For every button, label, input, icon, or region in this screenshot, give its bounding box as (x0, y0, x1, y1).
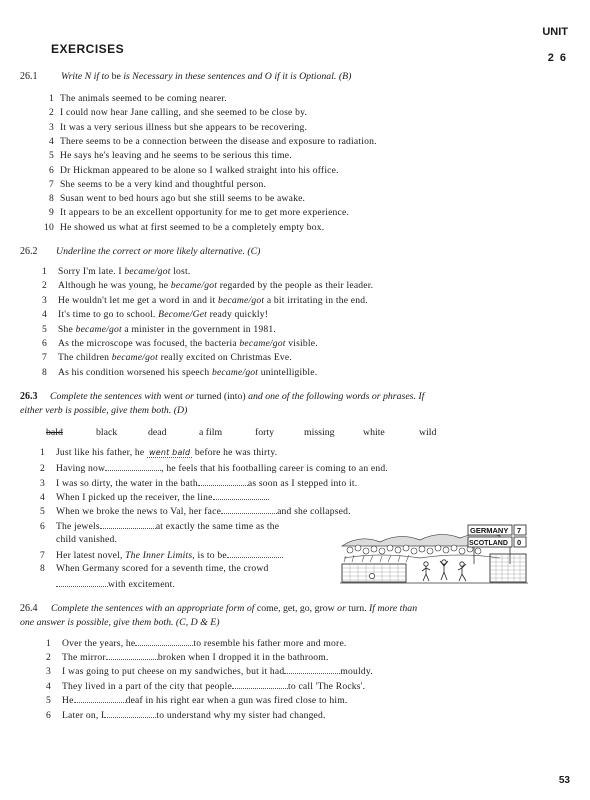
exercise-26-3-item-continued: child vanished. (56, 534, 118, 545)
exercise-26-2-item (42, 295, 368, 306)
scoreboard-team-2: SCOTLAND (469, 540, 508, 547)
answer-blank[interactable] (227, 549, 283, 558)
exercise-26-1-item (40, 136, 377, 147)
item-number: 5 (42, 323, 47, 335)
item-text: a bit irritating in the end. (264, 294, 368, 306)
item-number: 4 (42, 309, 47, 321)
item-number: 2 (42, 280, 47, 292)
page-number: 53 (558, 775, 570, 786)
item-text: It's time to go to school. (58, 309, 159, 321)
section-number-26-1: 26.1 (20, 71, 38, 82)
word-option: forty (255, 427, 275, 438)
example-answer: went bald (148, 448, 191, 457)
item-number: 1 (49, 93, 54, 104)
item-number: 6 (49, 164, 54, 176)
item-number: 9 (49, 207, 54, 219)
item-text: As his condition worsened his speech (58, 366, 212, 378)
item-number: 3 (42, 294, 47, 306)
item-text: He showed us what at first seemed to be a completely empty box. (60, 221, 325, 233)
item-text: As the microscope was focused, the bacteria (58, 338, 240, 349)
alternative-choice[interactable]: became/got (218, 294, 265, 306)
word-option: black (96, 427, 118, 438)
answer-blank[interactable] (104, 709, 156, 718)
exercise-26-3-item: 8 When Germany scored for a seventh time, the crowd (40, 563, 269, 574)
football-cartoon-illustration (340, 524, 528, 584)
exercise-26-4-item: 5 He deaf in his right ear when a gun was fired close to him. (46, 695, 348, 706)
item-text: I could now hear Jane calling, and she seemed to be close by. (60, 107, 308, 119)
exercise-26-3-item-continued: with excitement. (56, 578, 175, 590)
answer-blank[interactable] (232, 680, 288, 689)
item-text: She seems to be a very kind and thoughtful person. (60, 178, 267, 190)
instructions-26-4-line2: one answer is possible, give them both. (C, D & E) (20, 617, 220, 628)
instructions-26-3-line2: either verb is possible, give them both. (D) (20, 405, 188, 416)
item-text: Susan went to bed hours ago but she still seems to be awake. (60, 193, 306, 205)
item-number: 8 (42, 366, 47, 378)
item-text: really excited on Christmas Eve. (157, 352, 292, 364)
exercise-26-1-item (40, 93, 227, 104)
exercise-26-2-item (42, 309, 268, 320)
answer-blank[interactable] (221, 505, 277, 514)
exercise-26-3-item: 6 The jewels at exactly the same time as the (40, 521, 280, 532)
item-number: 2 (49, 107, 54, 119)
instructions-26-1: Write N if to be is Necessary in these sentences and O if it is Optional. (B) (61, 71, 352, 82)
alternative-choice[interactable]: became/got (124, 266, 171, 277)
exercise-26-1-item (40, 150, 292, 161)
word-option: dead (148, 427, 167, 438)
item-text: regarded by the people as their leader. (217, 280, 374, 292)
item-number: 10 (44, 221, 54, 233)
item-number: 5 (49, 150, 54, 162)
exercise-26-4-item: 2 The mirror broken when I dropped it in the bathroom. (46, 652, 329, 663)
word-option: white (363, 427, 385, 438)
alternative-choice[interactable]: became/got (75, 323, 122, 335)
answer-blank[interactable] (198, 477, 248, 486)
answer-blank[interactable] (135, 637, 193, 646)
exercise-26-2-item (42, 338, 318, 349)
item-text: Although he was young, he (58, 280, 171, 292)
instructions-26-4-line1: Complete the sentences with an appropriate form of come, get, go, grow or turn. If more than (51, 603, 418, 614)
answer-blank[interactable] (74, 694, 126, 703)
exercise-26-2-item (42, 280, 373, 291)
scoreboard-team-1: GERMANY (470, 526, 509, 535)
exercise-26-3-item: 5 When we broke the news to Val, her face and she collapsed. (40, 506, 351, 517)
exercises-title: EXERCISES (51, 42, 125, 56)
exercise-26-4-item: 6 Later on, I to understand why my sister had changed. (46, 710, 326, 721)
item-text: She (58, 323, 76, 335)
item-text: lost. (170, 266, 191, 277)
item-text: The children (58, 352, 112, 364)
item-text: visible. (285, 338, 318, 349)
item-text: He wouldn't let me get a word in and it (58, 294, 218, 306)
word-option: a film (199, 427, 223, 438)
section-number-26-2: 26.2 (20, 246, 38, 257)
exercise-26-3-item: 3 I was so dirty, the water in the bath as soon as I stepped into it. (40, 478, 358, 489)
alternative-choice[interactable]: became/got (211, 366, 259, 378)
exercise-26-2-item (42, 367, 317, 378)
section-number-26-3: 26.3 (20, 391, 38, 402)
exercise-26-4-item: 3 I was going to put cheese on my sandwiches, but it had mouldy. (46, 666, 373, 677)
unit-label: UNIT (542, 26, 568, 38)
item-text: There seems to be a connection between the disease and exposure to radiation. (60, 135, 377, 147)
exercise-26-2-item (42, 352, 292, 363)
alternative-choice[interactable]: Become/Get (158, 309, 208, 321)
item-number: 4 (49, 135, 54, 147)
exercise-26-4-item: 1 Over the years, he to resemble his father more and more. (46, 638, 347, 649)
answer-blank[interactable] (100, 520, 156, 529)
exercise-26-3-item: 4 When I picked up the receiver, the line (40, 491, 269, 503)
answer-blank[interactable] (106, 651, 158, 660)
exercise-26-1-item (40, 122, 307, 133)
exercise-26-3-item: 1 Just like his father, he went bald before he was thirty. (40, 447, 278, 458)
word-option: missing (304, 427, 335, 438)
item-text: a minister in the government in 1981. (121, 323, 276, 335)
item-number: 7 (49, 178, 54, 190)
exercise-26-4-item: 4 They lived in a part of the city that people to call 'The Rocks'. (46, 681, 366, 692)
answer-blank[interactable] (284, 665, 340, 674)
item-number: 3 (49, 121, 54, 133)
exercise-26-2-item (42, 324, 276, 335)
unit-number: 26 (547, 52, 572, 64)
word-option: wild (419, 427, 437, 438)
alternative-choice[interactable]: became/got (111, 352, 158, 364)
item-number: 6 (42, 338, 47, 349)
exercise-26-1-item (40, 222, 324, 233)
answer-blank[interactable] (213, 491, 269, 500)
exercise-26-2-item (42, 266, 190, 277)
exercise-26-1-item (40, 179, 266, 190)
item-text: Sorry I'm late. I (58, 266, 125, 277)
scoreboard-score-1: 7 (517, 526, 522, 535)
exercise-26-1-item (40, 107, 307, 118)
instructions-26-3-line1: Complete the sentences with went or turned (into) and one of the following words or phrases. If (50, 391, 425, 402)
answer-blank[interactable] (105, 462, 161, 471)
item-text: It appears to be an excellent opportunity for me to get more experience. (60, 207, 350, 219)
exercise-26-1-item (40, 193, 305, 204)
item-text: ready quickly! (207, 309, 269, 321)
instructions-26-2: Underline the correct or more likely alternative. (C) (56, 246, 261, 257)
item-number: 8 (49, 193, 54, 205)
alternative-choice[interactable]: became/got (170, 280, 218, 292)
section-number-26-4: 26.4 (20, 603, 38, 614)
word-option: bald (46, 427, 63, 438)
item-text: The animals seemed to be coming nearer. (60, 93, 227, 104)
item-number: 1 (42, 266, 47, 277)
exercise-26-1-item (40, 207, 349, 218)
answer-blank[interactable] (56, 578, 108, 587)
exercise-26-1-item (40, 165, 339, 176)
item-text: unintelligible. (258, 366, 318, 378)
scoreboard-score-2: 0 (517, 538, 522, 547)
item-text: Dr Hickman appeared to be alone so I walked straight into his office. (60, 164, 339, 176)
item-text: It was a very serious illness but she appears to be recovering. (60, 121, 308, 133)
item-number: 7 (42, 352, 47, 364)
exercise-26-3-item: 2 Having now , he feels that his footballing career is coming to an end. (40, 463, 388, 474)
alternative-choice[interactable]: became/got (239, 338, 286, 349)
exercise-26-3-item: 7 Her latest novel, The Inner Limits, is to be (40, 549, 283, 561)
item-text: He says he's leaving and he seems to be serious this time. (60, 150, 292, 162)
